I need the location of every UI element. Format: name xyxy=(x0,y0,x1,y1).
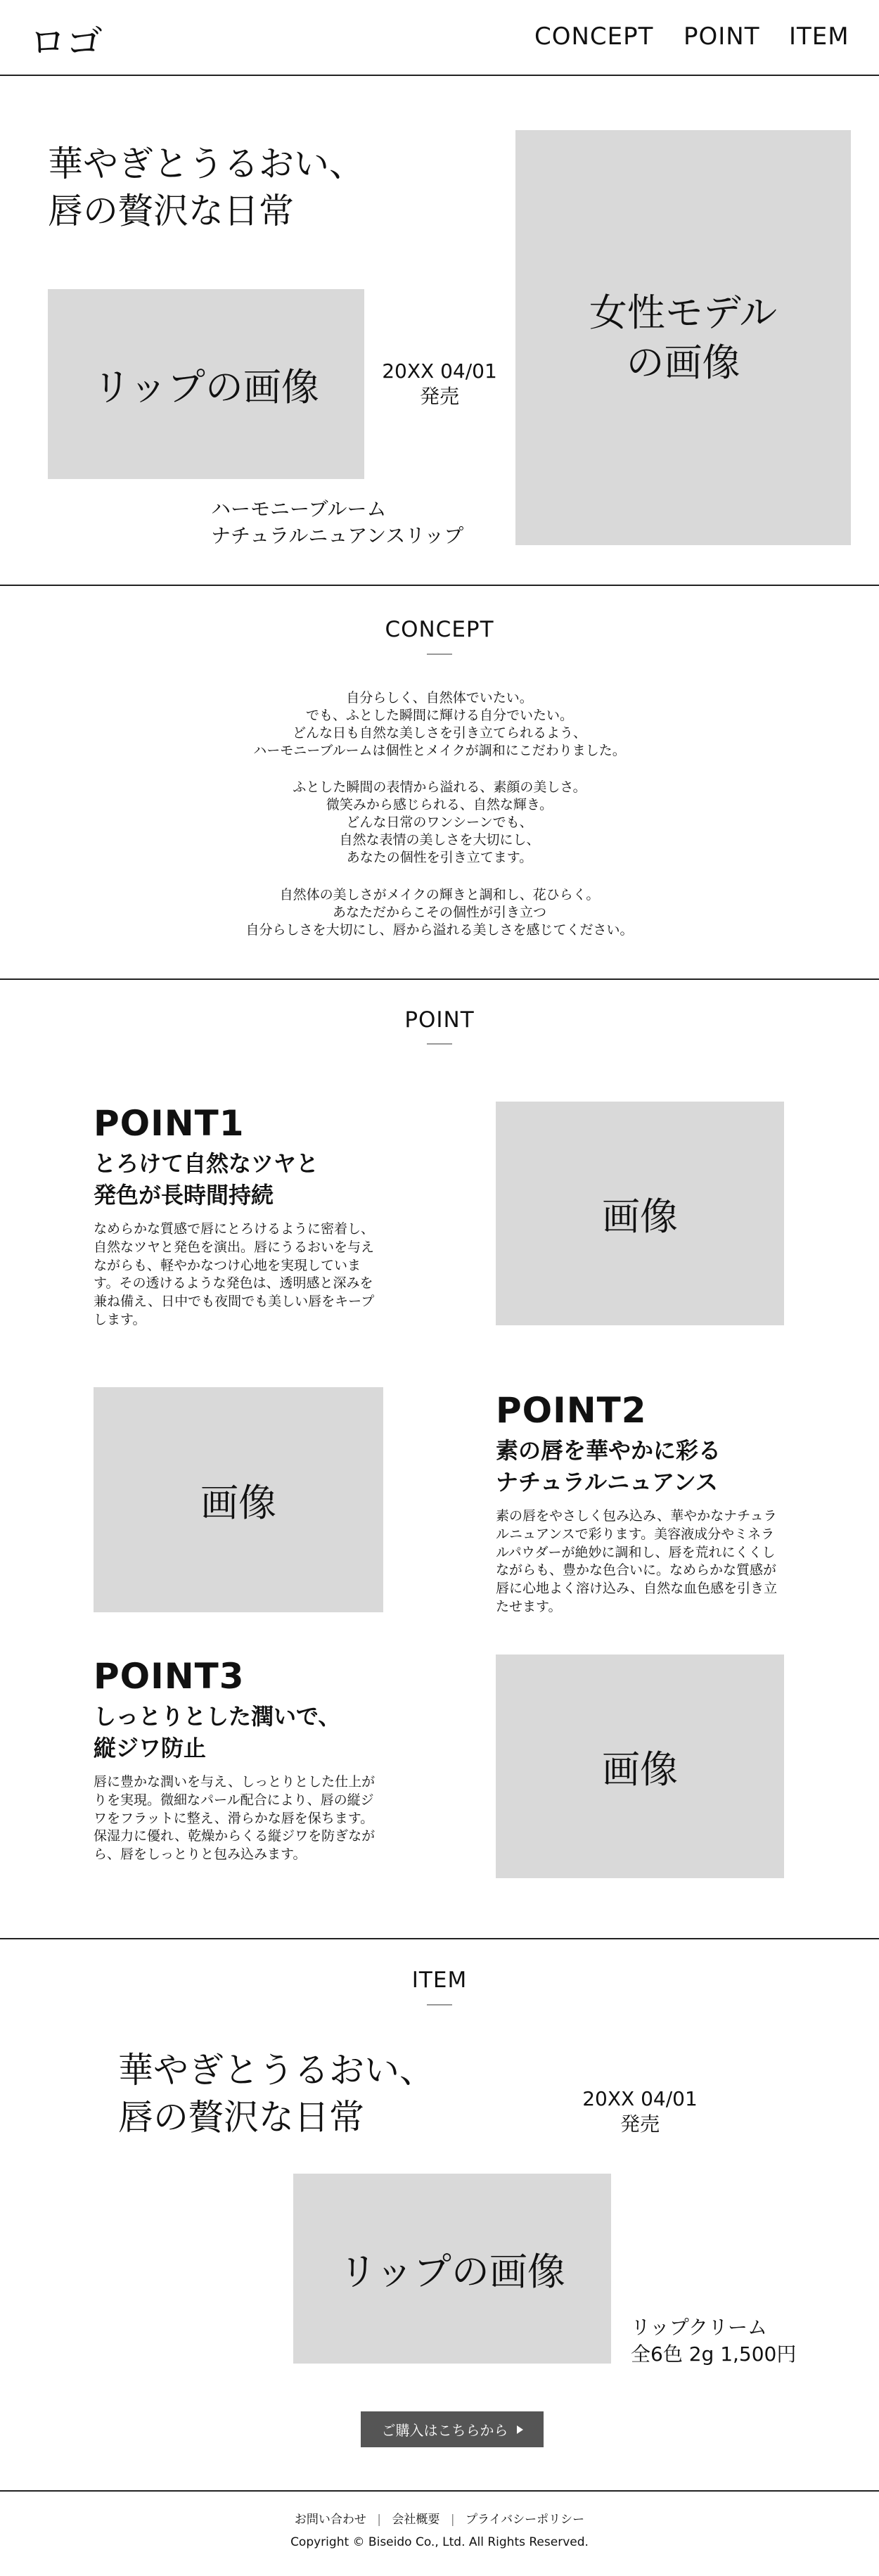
buy-button[interactable]: ご購入はこちらから xyxy=(361,2411,544,2447)
concept-paragraph-2: ふとした瞬間の表情から溢れる、素顔の美しさ。 微笑みから感じられる、自然な輝き。 どんな日常のワンシーンでも、 自然な表情の美しさを大切にし、 あなたの個性を引き立てます。 xyxy=(293,779,586,866)
footer-separator: | xyxy=(377,2513,382,2527)
point1-image: 画像 xyxy=(496,1102,784,1325)
point1-body: なめらかな質感で唇にとろけるように密着し、 自然なツヤと発色を演出。唇にうるおいを与え ながらも、軽やかなつけ心地を実現していま す。その透けるような発色は、透明感と深みを 兼ね備え、日中でも夜間でも美しい唇をキープ します。 xyxy=(94,1221,375,1328)
logo[interactable]: ロゴ xyxy=(30,22,103,64)
point1-number: POINT1 xyxy=(94,1103,245,1144)
point1-heading: とろけて自然なツヤと 発色が長時間持続 xyxy=(94,1150,319,1209)
point-title: POINT xyxy=(404,1007,475,1033)
concept-title: CONCEPT xyxy=(385,617,494,642)
hero-tagline: 華やぎとうるおい、 唇の贅沢な日常 xyxy=(48,144,364,231)
point2-heading: 素の唇を華やかに彩る ナチュラルニュアンス xyxy=(496,1437,721,1496)
point-divider xyxy=(0,1938,879,1939)
concept-divider xyxy=(0,978,879,980)
point3-image: 画像 xyxy=(496,1654,784,1878)
hero-model-image: 女性モデル の画像 xyxy=(515,130,851,545)
footer-links xyxy=(0,2509,879,2527)
footer-link-contact[interactable]: お問い合わせ xyxy=(294,2513,366,2527)
concept-paragraph-1: 自分らしく、自然体でいたい。 でも、ふとした瞬間に輝ける自分でいたい。 どんな日も自然な美しさを引き立てられるよう、 ハーモニーブルームは個性とメイクが調和にこだわりました。 xyxy=(253,690,626,759)
triangle-right-icon xyxy=(517,2425,523,2434)
footer-link-privacy[interactable]: プライバシーポリシー xyxy=(465,2513,585,2527)
item-title: ITEM xyxy=(411,1968,468,1993)
point2-image: 画像 xyxy=(94,1387,383,1612)
point-title-underline xyxy=(427,1043,452,1045)
concept-paragraph-3: 自然体の美しさがメイクの輝きと調和し、花ひらく。 あなただからこその個性が引き立つ 自分らしさを大切にし、唇から溢れる美しさを感じてください。 xyxy=(245,887,634,938)
item-product-name: リップクリーム xyxy=(631,2316,768,2339)
item-tagline: 華やぎとうるおい、 唇の贅沢な日常 xyxy=(118,2050,435,2138)
footer-separator: | xyxy=(450,2513,455,2527)
item-title-underline xyxy=(427,2004,452,2006)
footer-copyright: Copyright © Biseido Co., Ltd. All Rights Reserved. xyxy=(290,2535,589,2549)
point2-number: POINT2 xyxy=(496,1390,647,1431)
footer-link-company[interactable]: 会社概要 xyxy=(392,2513,440,2527)
concept-title-underline xyxy=(427,653,452,655)
item-release-date: 20XX 04/01 発売 xyxy=(582,2087,698,2136)
item-product-info xyxy=(631,2314,796,2367)
item-lip-image: リップの画像 xyxy=(293,2174,611,2364)
item-product-spec: 全6色 2g 1,500円 xyxy=(631,2342,797,2366)
header xyxy=(0,0,879,75)
nav-point[interactable]: POINT xyxy=(684,23,760,51)
hero-divider xyxy=(0,585,879,586)
nav-item[interactable]: ITEM xyxy=(789,23,849,51)
point3-heading: しっとりとした潤いで、 縦ジワ防止 xyxy=(94,1703,341,1761)
header-divider xyxy=(0,75,879,76)
hero-release-date: 20XX 04/01 発売 xyxy=(382,359,497,409)
point2-body: 素の唇をやさしく包み込み、華やかなナチュラ ルニュアンスで彩ります。美容液成分やミネラ ルパウダーが絶妙に調和し、唇を荒れにくくし ながらも、豊かな色合いに。なめらかな質感が 唇に心地よく溶け込み、自然な血色感を引き立 たせます。 xyxy=(496,1508,778,1615)
hero-lip-image: リップの画像 xyxy=(48,289,364,479)
nav-concept[interactable]: CONCEPT xyxy=(534,23,654,51)
item-divider xyxy=(0,2490,879,2492)
hero-product-name: ハーモニーブルーム ナチュラルニュアンスリップ xyxy=(211,497,464,547)
point3-body: 唇に豊かな潤いを与え、しっとりとした仕上が りを実現。微細なパール配合により、唇の縦ジ ワをフラットに整え、滑らかな唇を保ちます。 保湿力に優れ、乾燥からくる縦ジワを防ぎなが ら、唇をしっとりと包み込みます。 xyxy=(94,1774,376,1863)
point3-number: POINT3 xyxy=(94,1656,245,1697)
